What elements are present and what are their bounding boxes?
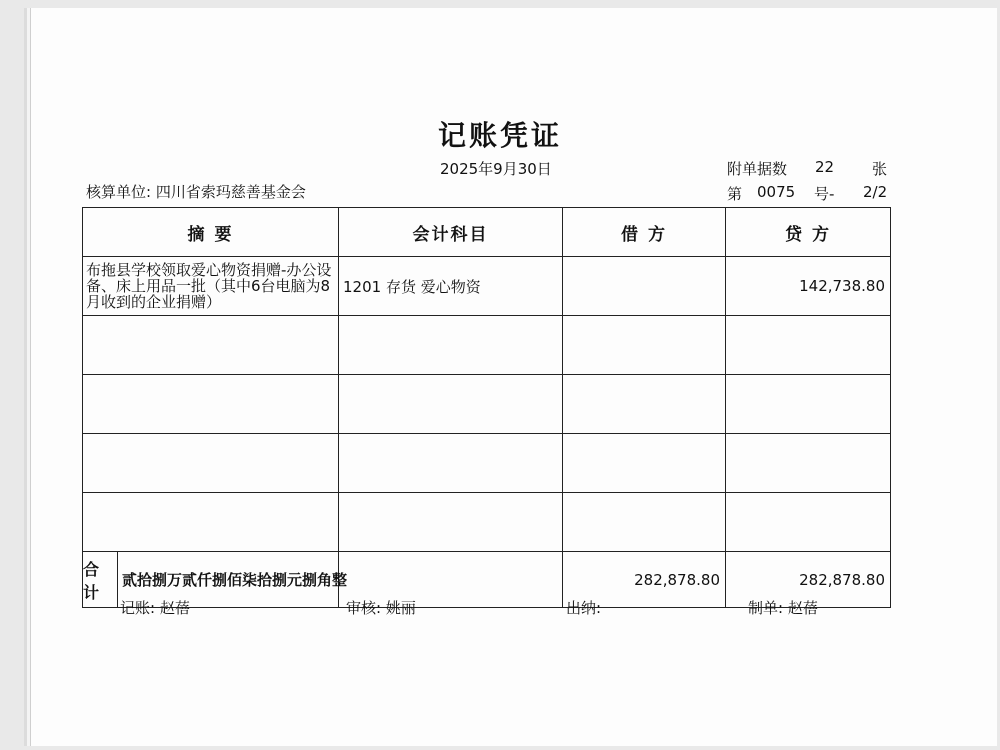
cell-summary [83, 493, 339, 552]
cell-summary: 布拖县学校领取爱心物资捐赠-办公设备、床上用品一批（其中6台电脑为8月收到的企业捐赠） [83, 257, 339, 316]
cell-summary [83, 375, 339, 434]
cell-account [339, 434, 563, 493]
table-row [83, 493, 891, 552]
bookkeeper-signature: 记账: 赵蓓 [120, 599, 190, 617]
cell-debit [563, 493, 726, 552]
voucher-date: 2025年9月30日 [440, 160, 552, 178]
cell-credit [726, 316, 891, 375]
voucher-title: 记账凭证 [437, 119, 562, 152]
attachments-count: 22 [815, 158, 835, 176]
total-amount-in-words: 贰拾捌万贰仟捌佰柒拾捌元捌角整 [122, 571, 348, 589]
preparer-signature: 制单: 赵蓓 [748, 599, 818, 617]
table-header [83, 208, 891, 257]
cell-account [339, 493, 563, 552]
table-row [83, 316, 891, 375]
cell-account: 1201 存货 爱心物资 [339, 257, 563, 316]
table-row [83, 257, 891, 316]
cell-summary [83, 316, 339, 375]
cell-debit [563, 375, 726, 434]
cell-credit: 142,738.80 [726, 257, 891, 316]
attachments-unit: 张 [872, 160, 888, 178]
cell-account [339, 316, 563, 375]
total-label: 合计 [83, 552, 118, 607]
cell-credit [726, 434, 891, 493]
unit-label: 核算单位: [86, 183, 152, 201]
cell-credit [726, 493, 891, 552]
cell-summary [83, 434, 339, 493]
cell-credit [726, 375, 891, 434]
total-debit: 282,878.80 [563, 552, 726, 608]
number-prefix: 第 [727, 185, 743, 203]
header-credit: 贷 方 [726, 208, 891, 257]
total-credit: 282,878.80 [726, 552, 891, 608]
unit-name: 四川省索玛慈善基金会 [155, 183, 306, 201]
reviewer-signature: 审核: 姚丽 [346, 599, 416, 617]
number-suffix: 号- [814, 185, 835, 203]
table-row [83, 375, 891, 434]
attachments-label: 附单据数 [727, 160, 788, 178]
cell-debit [563, 257, 726, 316]
accounting-unit [86, 181, 306, 202]
header-account: 会计科目 [339, 208, 563, 257]
page-number: 2/2 [863, 183, 888, 201]
number-value: 0075 [757, 183, 796, 201]
cell-debit [563, 316, 726, 375]
cell-debit [563, 434, 726, 493]
voucher-table [82, 207, 891, 608]
cashier-signature: 出纳: [566, 599, 602, 617]
header-debit: 借 方 [563, 208, 726, 257]
table-row [83, 434, 891, 493]
header-summary: 摘 要 [83, 208, 339, 257]
cell-account [339, 375, 563, 434]
